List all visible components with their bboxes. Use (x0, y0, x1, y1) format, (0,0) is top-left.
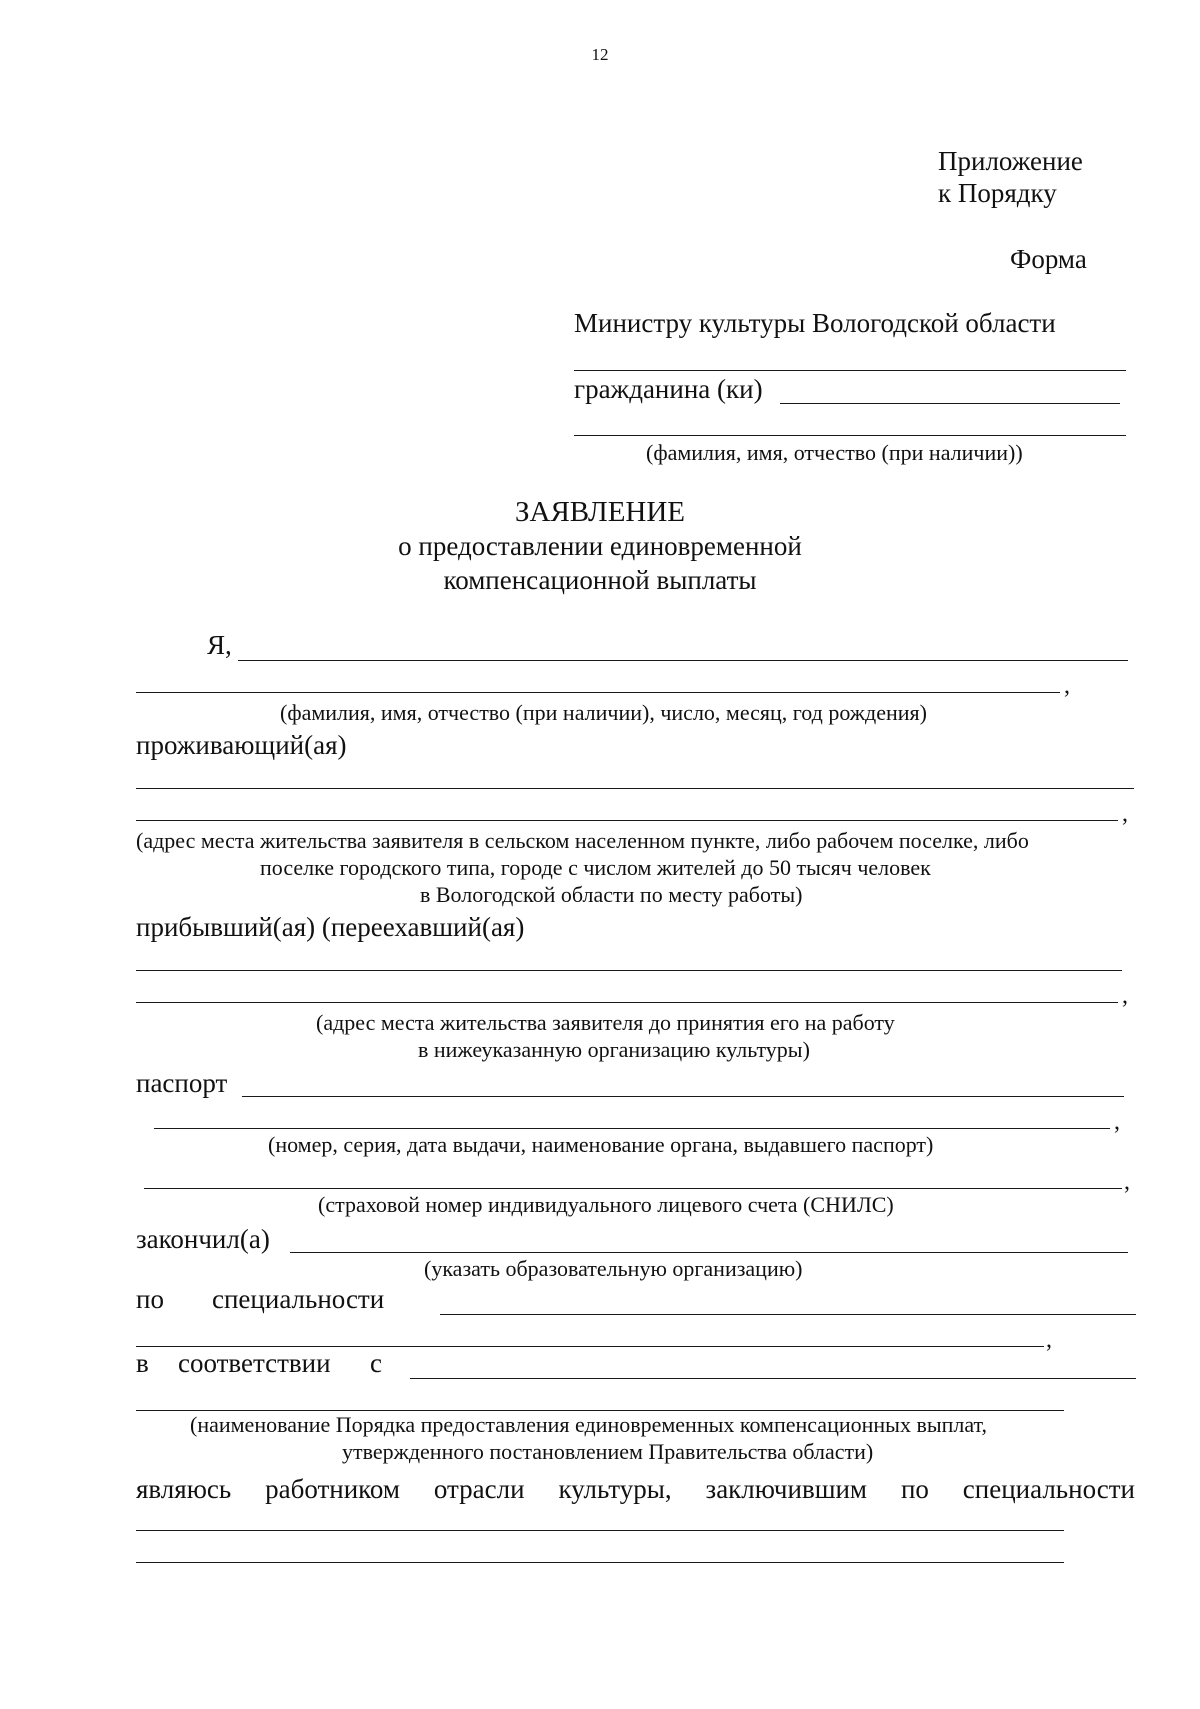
appendix-line-2: к Порядку (938, 178, 1057, 208)
procedure-caption-2: утвержденного постановлением Правительства области) (342, 1439, 874, 1464)
prev-address-line-2[interactable] (136, 1002, 1118, 1003)
accordance-word-sootvetstvii: соответствии (178, 1348, 331, 1378)
final-statement-line (136, 1476, 1135, 1503)
prev-address-caption-1: (адрес места жительства заявителя до принятия его на работу (316, 1010, 895, 1035)
ya-label: Я, (207, 630, 232, 660)
comma: , (1122, 801, 1128, 827)
final-word: являюсь (136, 1474, 232, 1504)
procedure-caption-1: (наименование Порядка предоставления единовременных компенсационных выплат, (190, 1412, 988, 1437)
citizen-label: гражданина (ки) (574, 374, 763, 404)
residing-address-line-2[interactable] (136, 820, 1118, 821)
fio-line-1[interactable] (238, 660, 1128, 661)
addressee: Министру культуры Вологодской области (574, 308, 1056, 338)
snils-caption: (страховой номер индивидуального лицевого счета (СНИЛС) (318, 1192, 894, 1217)
comma: , (1114, 1109, 1120, 1135)
contract-specialty-line-1[interactable] (136, 1530, 1064, 1531)
page-number: 12 (591, 45, 609, 64)
snils-line[interactable] (144, 1188, 1122, 1189)
citizen-caption: (фамилия, имя, отчество (при наличии)) (646, 440, 1023, 465)
passport-line-2[interactable] (154, 1128, 1110, 1129)
final-word: по (900, 1474, 929, 1504)
specialty-line-2[interactable] (136, 1346, 1044, 1347)
passport-line-1[interactable] (242, 1096, 1124, 1097)
comma: , (1064, 673, 1070, 699)
prev-address-line-1[interactable] (136, 970, 1122, 971)
passport-caption: (номер, серия, дата выдачи, наименование органа, выдавшего паспорт) (268, 1132, 934, 1157)
final-word: заключившим (705, 1474, 868, 1504)
accordance-word-v: в (136, 1348, 149, 1378)
address-caption-3: в Вологодской области по месту работы) (420, 882, 803, 907)
procedure-line-2[interactable] (136, 1410, 1064, 1411)
fio-caption: (фамилия, имя, отчество (при наличии), число, месяц, год рождения) (280, 700, 927, 725)
residing-address-line-1[interactable] (136, 788, 1134, 789)
final-word: отрасли (433, 1474, 525, 1504)
comma: , (1122, 983, 1128, 1009)
procedure-line-1[interactable] (410, 1378, 1136, 1379)
comma: , (1046, 1327, 1052, 1353)
address-caption-1: (адрес места жительства заявителя в сельском населенном пункте, либо рабочем поселке, либо (136, 828, 1029, 853)
final-word: работником (265, 1474, 400, 1504)
appendix-line-1: Приложение (938, 146, 1083, 176)
specialty-line-1[interactable] (440, 1314, 1136, 1315)
final-word: специальности (962, 1474, 1135, 1504)
form-label: Форма (1010, 244, 1087, 274)
citizen-name-line-2[interactable] (574, 435, 1126, 436)
final-word: культуры, (558, 1474, 672, 1504)
comma: , (1124, 1169, 1130, 1195)
specialty-word-po: по (136, 1284, 164, 1314)
title-line-2: о предоставлении единовременной (398, 531, 802, 561)
prev-address-caption-2: в нижеуказанную организацию культуры) (418, 1037, 810, 1062)
graduated-label: закончил(а) (136, 1224, 270, 1254)
arrived-label: прибывший(ая) (переехавший(ая) (136, 912, 525, 942)
passport-label: паспорт (136, 1068, 228, 1098)
citizen-name-line[interactable] (780, 403, 1120, 404)
document-title: ЗАЯВЛЕНИЕ (514, 496, 686, 528)
accordance-word-s: с (370, 1348, 382, 1378)
address-caption-2: поселке городского типа, городе с числом жителей до 50 тысяч человек (260, 855, 931, 880)
contract-specialty-line-2[interactable] (136, 1562, 1064, 1563)
residing-label: проживающий(ая) (136, 730, 347, 760)
education-caption: (указать образовательную организацию) (424, 1256, 803, 1281)
fio-line-2[interactable] (136, 692, 1060, 693)
education-line[interactable] (290, 1252, 1128, 1253)
title-line-3: компенсационной выплаты (443, 565, 757, 595)
addressee-line[interactable] (574, 370, 1126, 371)
specialty-word-specialty: специальности (212, 1284, 385, 1314)
